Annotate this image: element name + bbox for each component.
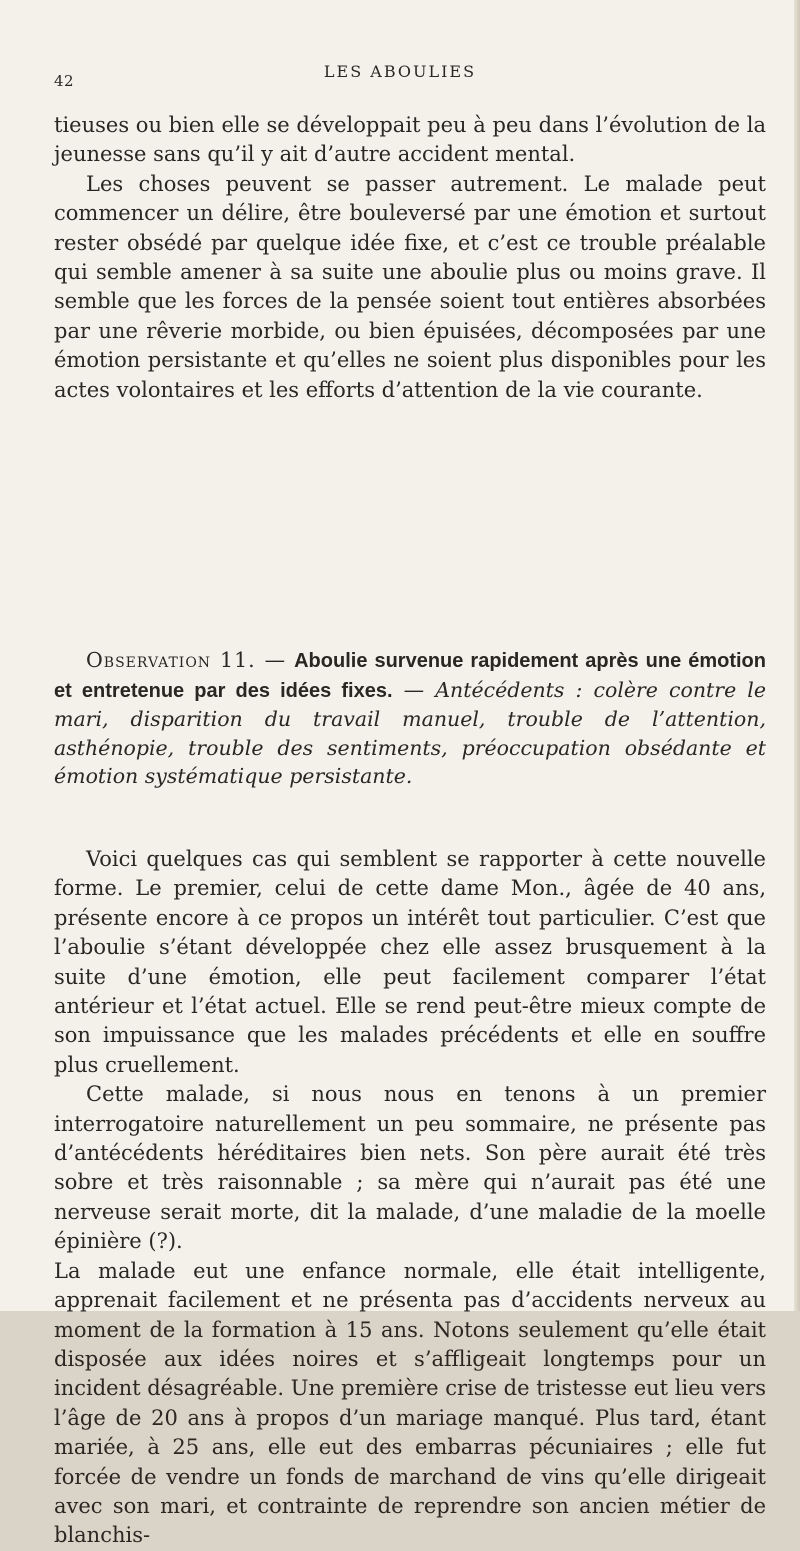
antecedents-intro: — Antécédents : — [403, 677, 583, 702]
paragraph: Voici quelques cas qui semblent se rapporter à cette nouvelle forme. Le premier, celui de cette dame Mon., âgée de 40 ans, présente encore à ce propos un intérêt tout particulier. C’est que l’aboulie s’étant développée chez elle assez brusquement à la suite d’une émotion, elle peut facilement comparer l’état antérieur et l’état actuel. Elle se rend peut-être mieux compte de son impuissance que les malades précédents et elle en souffre plus cruellement. — [54, 847, 766, 1077]
page-number: 42 — [54, 72, 75, 90]
text-block-bottom — [54, 845, 766, 1551]
page-edge — [794, 0, 800, 1311]
text-block-top — [54, 111, 766, 405]
paragraph: Les choses peuvent se passer autrement. Le malade peut commencer un délire, être bouleversé par une émotion et surtout rester obsédé par quelque idée fixe, et c’est ce trouble préalable qui semble amener à sa suite une aboulie plus ou moins grave. Il semble que les forces de la pensée soient tout entières absorbées par une rêverie morbide, ou bien épuisées, décomposées par une émotion persistante et qu’elles ne soient plus disponibles pour les actes volontaires et les efforts d’attention de la vie courante. — [54, 171, 766, 402]
antecedents-list: colère contre le mari, disparition du travail manuel, trouble de l’attention, asthénopie, trouble des sentiments, préoccupation obsédante et émotion systématique persistante. — [54, 677, 766, 788]
observation-paragraph — [54, 646, 766, 791]
observation-label: Observation 11. — — [86, 648, 287, 672]
paragraph-continuation: tieuses ou bien elle se développait peu à peu dans l’évolution de la jeunesse sans qu’il y ait d’autre accident mental. — [54, 113, 766, 167]
observation-title: Aboulie survenue rapidement après une émotion et entretenue par des idées fixes. — [54, 650, 766, 702]
running-title: LES ABOULIES — [323, 62, 477, 81]
observation-heading — [54, 646, 766, 791]
paragraph: Cette malade, si nous nous en tenons à un premier interrogatoire naturellement un peu sommaire, ne présente pas d’antécédents héréditaires bien nets. Son père aurait été très sobre et très raisonnable ; sa mère qui n’aurait pas été une nerveuse serait morte, dit la malade, d’une maladie de la moelle épinière (?). — [54, 1082, 766, 1254]
page-header — [0, 56, 800, 90]
paragraph: La malade eut une enfance normale, elle était intelligente, apprenait facilement et ne présenta pas d’accidents nerveux au moment de la formation à 15 ans. Notons seulement qu’elle était disposée aux idées noires et s’affligeait longtemps pour un incident désagréable. Une première crise de tristesse eut lieu vers l’âge de 20 ans à propos d’un mariage manqué. Plus tard, étant mariée, à 25 ans, elle eut des embarras pécuniaires ; elle fut forcée de vendre un fonds de marchand de vins qu’elle dirigeait avec son mari, et contrainte de reprendre son ancien métier de blanchis- — [54, 1258, 766, 1548]
